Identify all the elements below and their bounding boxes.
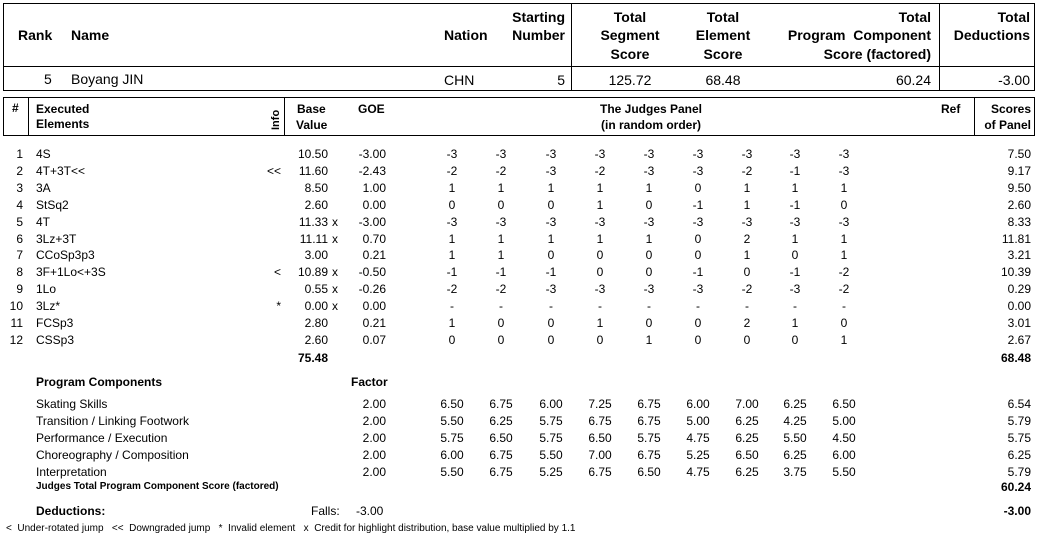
element-judge-score: 0 — [743, 332, 751, 347]
element-judge-score: -1 — [789, 197, 801, 212]
element-num: 12 — [9, 332, 23, 347]
element-name: 4S — [36, 147, 51, 161]
element-judge-score: -2 — [838, 282, 850, 297]
element-panel-score: 9.50 — [1007, 180, 1031, 195]
components-label: Program Components — [36, 375, 163, 389]
element-judge-score: -2 — [838, 265, 850, 280]
element-judge-score: - — [499, 299, 503, 314]
element-goe: 0.21 — [362, 248, 386, 263]
element-judge-score: -3 — [594, 214, 606, 229]
eh-base-1: Base — [297, 102, 326, 116]
ded-label-2: Deductions — [953, 27, 1030, 43]
element-judge-score: -1 — [446, 265, 458, 280]
element-judge-score: -3 — [446, 147, 458, 161]
component-judge-score: 3.75 — [783, 464, 807, 479]
element-num: 8 — [16, 265, 23, 280]
component-name: Interpretation — [36, 464, 107, 479]
eh-num: # — [12, 101, 19, 115]
element-goe: 0.21 — [362, 316, 386, 330]
tes-label-3: Score — [703, 46, 743, 62]
component-judge-score: 5.50 — [440, 464, 464, 479]
element-goe: -3.00 — [358, 214, 386, 229]
element-num: 3 — [16, 180, 23, 195]
element-goe: 0.00 — [362, 197, 386, 212]
eh-judges-2: (in random order) — [600, 118, 701, 132]
element-base: 8.50 — [304, 180, 328, 195]
tss-label-3: Score — [610, 46, 650, 62]
element-judge-score: -3 — [545, 282, 557, 297]
element-judge-score: -3 — [446, 214, 458, 229]
component-judge-score: 6.75 — [489, 464, 513, 479]
component-judge-score: 6.50 — [588, 430, 612, 445]
element-judge-score: -3 — [495, 214, 507, 229]
element-name: 3Lz+3T — [36, 231, 77, 246]
element-info: * — [276, 299, 281, 314]
component-judge-score: 7.00 — [588, 447, 612, 462]
element-judge-score: 1 — [840, 332, 848, 347]
component-judge-score: 7.25 — [588, 397, 612, 411]
element-panel-score: 7.50 — [1007, 147, 1031, 161]
element-name: 4T+3T<< — [36, 163, 86, 178]
element-judge-score: -3 — [692, 163, 704, 178]
component-name: Skating Skills — [36, 397, 108, 411]
element-base: 0.00 — [304, 299, 328, 314]
element-base: 11.33 — [298, 214, 328, 229]
element-panel-score: 10.39 — [1000, 265, 1031, 280]
element-base: 11.60 — [298, 163, 328, 178]
component-judge-score: 4.75 — [686, 464, 710, 479]
element-judge-score: 0 — [840, 197, 848, 212]
element-judge-score: 1 — [497, 231, 505, 246]
component-name: Performance / Execution — [36, 430, 168, 445]
element-judge-score: 0 — [694, 180, 702, 195]
element-name: StSq2 — [36, 197, 69, 212]
component-judge-score: 6.00 — [440, 447, 464, 462]
element-num: 9 — [16, 282, 23, 297]
element-judge-score: 0 — [547, 248, 555, 263]
element-judge-score: 1 — [448, 248, 456, 263]
component-judge-score: 6.50 — [832, 397, 856, 411]
components-total-label: Judges Total Program Component Score (factored) — [36, 481, 279, 492]
element-judge-score: -3 — [594, 282, 606, 297]
element-judge-score: 1 — [596, 316, 604, 330]
element-name: 3Lz* — [36, 299, 61, 314]
element-panel-score: 2.60 — [1007, 197, 1031, 212]
element-judge-score: -3 — [643, 282, 655, 297]
element-base: 10.50 — [297, 147, 328, 161]
element-judge-score: 0 — [645, 265, 653, 280]
element-goe: 0.70 — [362, 231, 386, 246]
component-panel-score: 5.75 — [1007, 430, 1031, 445]
element-judge-score: - — [647, 299, 651, 314]
element-judge-score: -3 — [495, 147, 507, 161]
pcs-label-1: Total — [898, 9, 931, 25]
element-base-x: x — [332, 265, 338, 280]
element-judge-score: -3 — [789, 147, 801, 161]
element-judge-score: 0 — [497, 332, 505, 347]
element-goe: -2.43 — [358, 163, 386, 178]
element-judge-score: -3 — [545, 163, 557, 178]
element-judge-score: 1 — [596, 231, 604, 246]
elements-header-box — [3, 97, 1035, 136]
component-judge-score: 5.75 — [440, 430, 464, 445]
element-base-x: x — [332, 231, 338, 246]
deductions-total: -3.00 — [1003, 504, 1031, 518]
component-factor: 2.00 — [362, 464, 386, 479]
legend: < Under-rotated jump << Downgraded jump * Invalid element x Credit for highlight distribution, base value multiplied by 1.1 — [6, 523, 576, 534]
component-judge-score: 5.50 — [783, 430, 807, 445]
element-judge-score: -3 — [692, 282, 704, 297]
component-factor: 2.00 — [362, 397, 386, 411]
element-judge-score: 0 — [547, 197, 555, 212]
element-panel-score: 11.81 — [1001, 231, 1031, 246]
component-judge-score: 6.50 — [440, 397, 464, 411]
element-name: FCSp3 — [36, 316, 74, 330]
skater-tss: 125.72 — [608, 72, 652, 88]
element-panel-score: 2.67 — [1007, 332, 1031, 347]
skater-rank: 5 — [44, 71, 52, 87]
skater-deductions: -3.00 — [998, 72, 1030, 88]
tss-label-2: Segment — [600, 27, 660, 43]
element-judge-score: 1 — [645, 332, 653, 347]
element-judge-score: 0 — [497, 316, 505, 330]
element-judge-score: 0 — [694, 332, 702, 347]
element-judge-score: -1 — [789, 163, 801, 178]
element-judge-score: 0 — [694, 248, 702, 263]
element-goe: -0.50 — [358, 265, 386, 280]
elements-total-base: 75.48 — [297, 351, 328, 365]
element-judge-score: 0 — [791, 332, 799, 347]
eh-executed-2: Elements — [36, 117, 90, 131]
element-num: 11 — [10, 316, 23, 330]
element-panel-score: 3.21 — [1007, 248, 1031, 263]
element-judge-score: -3 — [545, 214, 557, 229]
element-judge-score: 0 — [645, 316, 653, 330]
element-judge-score: 0 — [448, 332, 456, 347]
header-vsep-2 — [939, 3, 940, 91]
element-judge-score: -3 — [692, 214, 704, 229]
components-total-score: 60.24 — [1000, 480, 1031, 494]
element-judge-score: -3 — [594, 147, 606, 161]
element-judge-score: 0 — [596, 332, 604, 347]
element-judge-score: 1 — [448, 180, 456, 195]
element-panel-score: 9.17 — [1007, 163, 1031, 178]
pcs-label-3: Score (factored) — [823, 46, 931, 62]
eh-scores-1: Scores — [990, 102, 1031, 116]
element-name: 3A — [36, 180, 51, 195]
element-base: 3.00 — [304, 248, 328, 263]
component-judge-score: 5.75 — [539, 430, 563, 445]
name-label: Name — [71, 27, 110, 43]
element-judge-score: -3 — [789, 282, 801, 297]
component-judge-score: 6.75 — [588, 464, 612, 479]
eh-vsep-num — [28, 97, 29, 136]
element-judge-score: 0 — [547, 316, 555, 330]
element-judge-score: -3 — [741, 214, 753, 229]
element-judge-score: -2 — [446, 282, 458, 297]
element-info: << — [266, 163, 281, 178]
elements-total-score: 68.48 — [1000, 351, 1031, 365]
skater-nation: CHN — [444, 72, 475, 88]
component-judge-score: 6.75 — [489, 397, 513, 411]
element-judge-score: -3 — [692, 147, 704, 161]
element-judge-score: 0 — [645, 248, 653, 263]
element-judge-score: -2 — [741, 163, 753, 178]
element-goe: 0.00 — [362, 299, 386, 314]
component-judge-score: 6.25 — [735, 413, 759, 428]
falls-value: -3.00 — [356, 504, 384, 518]
element-judge-score: -2 — [594, 163, 606, 178]
component-judge-score: 6.50 — [489, 430, 513, 445]
eh-vsep-info — [284, 97, 285, 136]
element-name: CSSp3 — [36, 332, 75, 347]
component-judge-score: 5.50 — [832, 464, 856, 479]
component-judge-score: 6.00 — [832, 447, 856, 462]
element-judge-score: -3 — [838, 163, 850, 178]
element-judge-score: -3 — [789, 214, 801, 229]
component-judge-score: 6.75 — [637, 413, 661, 428]
component-name: Transition / Linking Footwork — [36, 413, 189, 428]
element-judge-score: - — [793, 299, 797, 314]
element-base: 10.89 — [297, 265, 328, 280]
element-judge-score: 2 — [743, 316, 751, 330]
component-judge-score: 6.75 — [489, 447, 513, 462]
element-judge-score: 0 — [448, 197, 456, 212]
element-judge-score: - — [696, 299, 700, 314]
element-base: 2.60 — [304, 332, 328, 347]
component-judge-score: 5.50 — [539, 447, 563, 462]
element-info: < — [273, 265, 281, 280]
element-judge-score: 0 — [694, 231, 702, 246]
element-base: 11.11 — [299, 231, 328, 246]
eh-executed-1: Executed — [36, 102, 90, 116]
element-judge-score: -3 — [838, 214, 850, 229]
component-panel-score: 5.79 — [1007, 413, 1031, 428]
skater-name: Boyang JIN — [71, 71, 144, 87]
tes-label-2: Element — [695, 27, 751, 43]
header-vsep-1 — [571, 3, 572, 91]
element-base: 0.55 — [304, 282, 328, 297]
component-judge-score: 4.50 — [832, 430, 856, 445]
element-judge-score: -1 — [692, 197, 704, 212]
element-goe: 1.00 — [362, 180, 386, 195]
component-panel-score: 6.25 — [1007, 447, 1031, 462]
element-judge-score: 1 — [596, 180, 604, 195]
component-factor: 2.00 — [362, 413, 386, 428]
component-judge-score: 4.75 — [686, 430, 710, 445]
element-judge-score: -3 — [545, 147, 557, 161]
element-judge-score: 1 — [791, 180, 799, 195]
component-judge-score: 6.75 — [588, 413, 612, 428]
element-judge-score: 1 — [743, 180, 751, 195]
element-judge-score: 1 — [497, 180, 505, 195]
element-judge-score: -3 — [838, 147, 850, 161]
component-panel-score: 5.79 — [1007, 464, 1031, 479]
element-goe: -0.26 — [358, 282, 386, 297]
element-judge-score: -3 — [643, 147, 655, 161]
eh-judges-1: The Judges Panel — [599, 102, 703, 116]
eh-base-2: Value — [296, 118, 328, 132]
element-judge-score: -1 — [692, 265, 704, 280]
element-num: 10 — [9, 299, 23, 314]
element-judge-score: -2 — [495, 163, 507, 178]
element-judge-score: 0 — [596, 265, 604, 280]
element-judge-score: 0 — [791, 248, 799, 263]
component-judge-score: 5.25 — [686, 447, 710, 462]
element-num: 6 — [16, 231, 23, 246]
skater-pcs: 60.24 — [895, 72, 931, 88]
element-judge-score: 1 — [743, 197, 751, 212]
element-judge-score: 0 — [645, 197, 653, 212]
component-factor: 2.00 — [362, 447, 386, 462]
element-panel-score: 0.29 — [1007, 282, 1031, 297]
element-base: 2.60 — [304, 197, 328, 212]
element-num: 2 — [16, 163, 23, 178]
element-judge-score: 0 — [694, 316, 702, 330]
rank-label: Rank — [18, 27, 53, 43]
element-base-x: x — [332, 282, 338, 297]
element-judge-score: 1 — [840, 248, 848, 263]
element-judge-score: 1 — [547, 180, 555, 195]
skater-starting-number: 5 — [557, 72, 565, 88]
component-judge-score: 6.25 — [489, 413, 513, 428]
element-judge-score: 1 — [840, 180, 848, 195]
element-judge-score: 1 — [791, 231, 799, 246]
element-judge-score: - — [450, 299, 454, 314]
component-factor: 2.00 — [362, 430, 386, 445]
component-judge-score: 5.00 — [832, 413, 856, 428]
ded-label-1: Total — [997, 9, 1030, 25]
element-judge-score: 0 — [547, 332, 555, 347]
element-judge-score: 1 — [448, 231, 456, 246]
element-judge-score: 1 — [645, 180, 653, 195]
element-name: 1Lo — [36, 282, 57, 297]
element-base-x: x — [332, 299, 338, 314]
element-name: 4T — [36, 214, 51, 229]
element-panel-score: 8.33 — [1007, 214, 1031, 229]
element-goe: -3.00 — [358, 147, 386, 161]
element-judge-score: -3 — [643, 214, 655, 229]
header-divider — [3, 66, 1035, 67]
element-judge-score: 0 — [497, 197, 505, 212]
element-judge-score: - — [598, 299, 602, 314]
element-judge-score: -2 — [741, 282, 753, 297]
eh-info: Info — [270, 109, 282, 130]
component-judge-score: 6.25 — [783, 447, 807, 462]
component-judge-score: 5.25 — [539, 464, 563, 479]
element-judge-score: 1 — [448, 316, 456, 330]
component-judge-score: 4.25 — [783, 413, 807, 428]
element-panel-score: 0.00 — [1007, 299, 1031, 314]
element-base: 2.80 — [304, 316, 328, 330]
component-panel-score: 6.54 — [1007, 397, 1031, 411]
element-judge-score: 1 — [743, 248, 751, 263]
eh-ref: Ref — [941, 102, 961, 116]
component-name: Choreography / Composition — [36, 447, 189, 462]
element-judge-score: -1 — [545, 265, 557, 280]
eh-goe: GOE — [358, 102, 385, 116]
element-judge-score: 1 — [497, 248, 505, 263]
components-factor-label: Factor — [351, 375, 388, 389]
component-judge-score: 6.00 — [686, 397, 710, 411]
element-num: 7 — [16, 248, 23, 263]
element-name: CCoSp3p3 — [36, 248, 95, 263]
element-judge-score: 1 — [596, 197, 604, 212]
element-judge-score: 1 — [547, 231, 555, 246]
element-judge-score: -2 — [495, 282, 507, 297]
component-judge-score: 5.00 — [686, 413, 710, 428]
element-judge-score: -3 — [741, 147, 753, 161]
component-judge-score: 6.50 — [637, 464, 661, 479]
eh-scores-2: of Panel — [984, 118, 1031, 132]
deductions-label: Deductions: — [36, 504, 106, 518]
element-judge-score: -2 — [446, 163, 458, 178]
component-judge-score: 7.00 — [735, 397, 759, 411]
element-judge-score: - — [745, 299, 749, 314]
component-judge-score: 6.25 — [783, 397, 807, 411]
component-judge-score: 6.25 — [735, 430, 759, 445]
component-judge-score: 5.75 — [539, 413, 563, 428]
component-judge-score: 6.00 — [539, 397, 563, 411]
element-judge-score: 0 — [840, 316, 848, 330]
element-judge-score: 0 — [743, 265, 751, 280]
element-judge-score: 0 — [596, 248, 604, 263]
component-judge-score: 5.50 — [440, 413, 464, 428]
element-judge-score: 1 — [645, 231, 653, 246]
falls-label: Falls: — [311, 504, 340, 518]
element-num: 1 — [16, 147, 23, 161]
element-num: 5 — [16, 214, 23, 229]
skater-tes: 68.48 — [705, 72, 741, 88]
element-judge-score: 1 — [791, 316, 799, 330]
element-judge-score: 2 — [743, 231, 751, 246]
pcs-label-2: Program Component — [787, 27, 931, 43]
element-num: 4 — [16, 197, 23, 212]
starting-label-1: Starting — [512, 9, 565, 25]
element-name: 3F+1Lo<+3S — [36, 265, 106, 280]
element-judge-score: -3 — [643, 163, 655, 178]
element-judge-score: - — [549, 299, 553, 314]
element-panel-score: 3.01 — [1007, 316, 1031, 330]
nation-label: Nation — [444, 27, 488, 43]
component-judge-score: 6.25 — [735, 464, 759, 479]
component-judge-score: 5.75 — [637, 430, 661, 445]
component-judge-score: 6.50 — [735, 447, 759, 462]
tes-label-1: Total — [706, 9, 740, 25]
component-judge-score: 6.75 — [637, 447, 661, 462]
component-judge-score: 6.75 — [637, 397, 661, 411]
element-judge-score: -1 — [789, 265, 801, 280]
element-base-x: x — [332, 214, 338, 229]
element-goe: 0.07 — [362, 332, 386, 347]
starting-label-2: Number — [512, 27, 565, 43]
element-judge-score: - — [842, 299, 846, 314]
element-judge-score: -1 — [495, 265, 507, 280]
tss-label-1: Total — [613, 9, 647, 25]
element-judge-score: 1 — [840, 231, 848, 246]
